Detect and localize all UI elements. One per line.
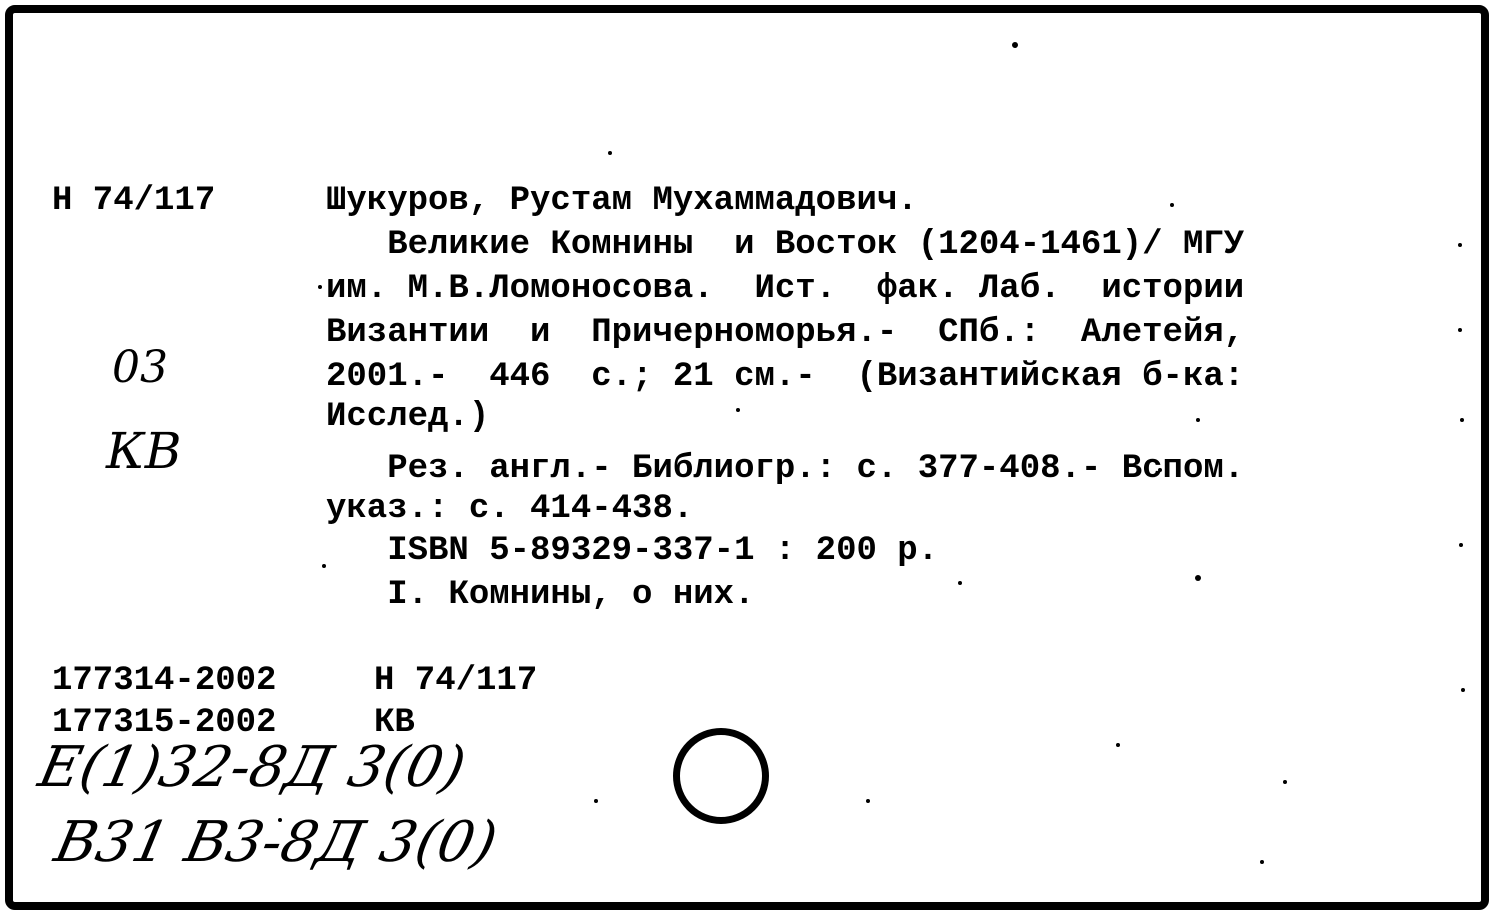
- subject-line: I. Комнины, о них.: [326, 576, 755, 614]
- accession-location: Н 74/117: [374, 662, 538, 700]
- title-line: Великие Комнины и Восток (1204-1461)/ МГУ: [326, 226, 1245, 264]
- accession-location: КВ: [374, 704, 415, 742]
- shelf-mark: Н 74/117: [52, 182, 216, 220]
- notes-line: Рез. англ.- Библиогр.: с. 377-408.- Вспом.: [326, 450, 1245, 488]
- handwritten-code: Е(1)32-8Д 3(0): [33, 735, 472, 800]
- punch-hole: [673, 728, 769, 824]
- handwritten-code: В31 В3-8Д 3(0): [49, 810, 503, 875]
- handwritten-mark-kv: КВ: [106, 422, 182, 480]
- title-line: Исслед.): [326, 398, 490, 436]
- title-line: 2001.- 446 с.; 21 см.- (Византийская б-ка:: [326, 358, 1245, 396]
- title-line: Византии и Причерноморья.- СПб.: Алетейя,: [326, 314, 1245, 352]
- handwritten-mark-03: 03: [112, 342, 168, 393]
- notes-line: указ.: с. 414-438.: [326, 490, 694, 528]
- accession-number: 177314-2002: [52, 662, 277, 700]
- accession-number: 177315-2002: [52, 704, 277, 742]
- isbn-line: ISBN 5-89329-337-1 : 200 р.: [326, 532, 939, 570]
- title-line: им. М.В.Ломоносова. Ист. фак. Лаб. истории: [326, 270, 1245, 308]
- author-heading: Шукуров, Рустам Мухаммадович.: [326, 182, 918, 220]
